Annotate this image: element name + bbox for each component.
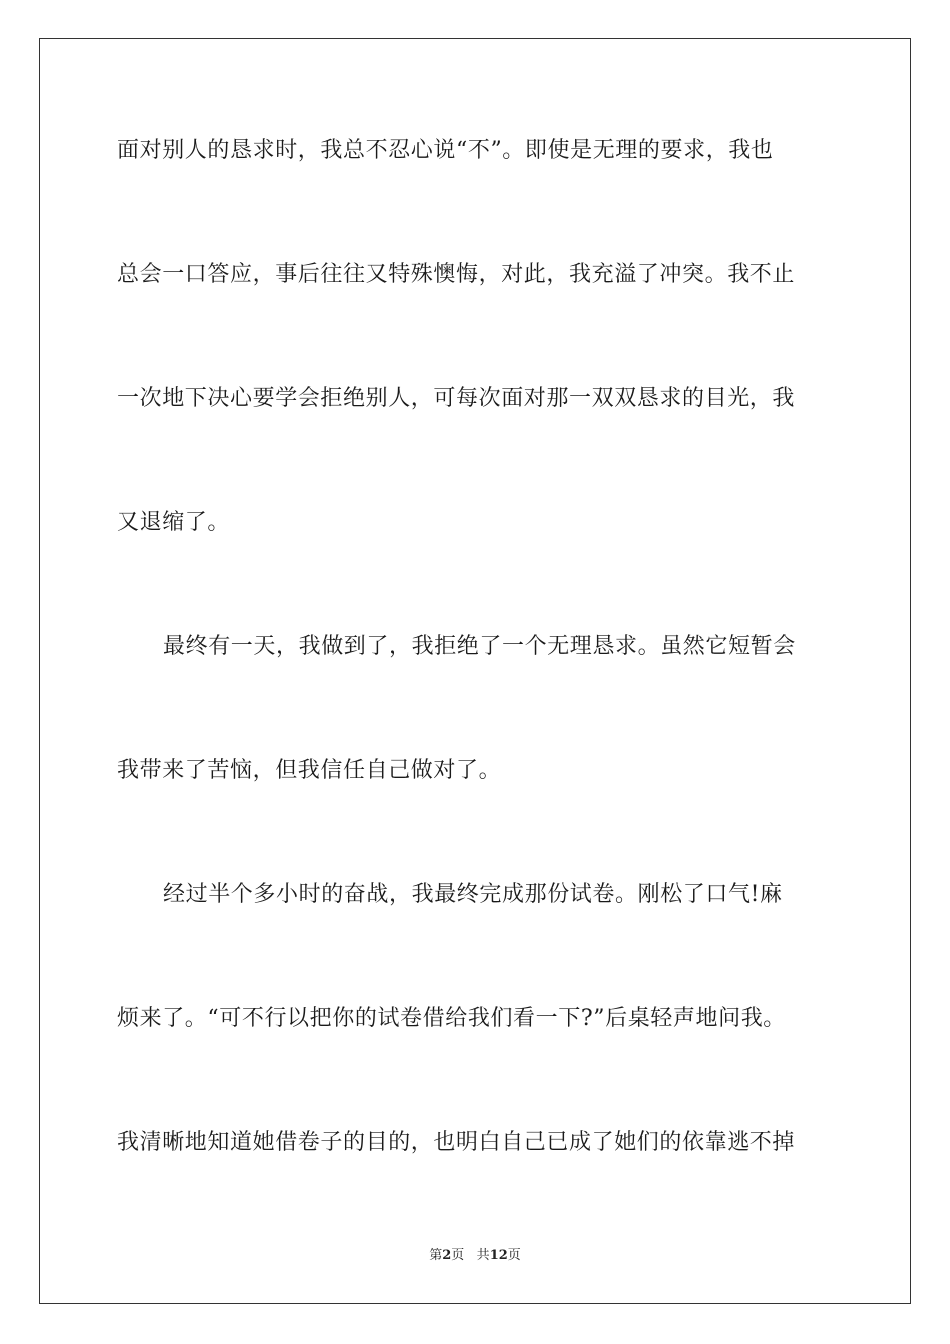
text-line-1: 面对别人的恳求时，我总不忍心说“不”。即使是无理的要求，我也 [117,138,774,163]
text-line-2: 总会一口答应，事后往往又特殊懊悔，对此，我充溢了冲突。我不止 [117,262,796,287]
text-line-5: 最终有一天，我做到了，我拒绝了一个无理恳求。虽然它短暂会 [163,634,796,659]
page-number: 2 [442,1248,452,1263]
page-border [39,38,911,1304]
page-prefix: 第 [429,1248,443,1263]
total-suffix: 页 [507,1248,521,1263]
total-pages: 12 [489,1248,508,1263]
page-footer [0,1246,950,1266]
total-prefix: 共 [476,1248,490,1263]
text-line-8: 烦来了。“可不行以把你的试卷借给我们看一下?”后桌轻声地问我。 [117,1006,786,1031]
text-line-9: 我清晰地知道她借卷子的目的，也明白自己已成了她们的依靠逃不掉 [117,1130,796,1155]
text-line-6: 我带来了苦恼，但我信任自己做对了。 [117,758,502,783]
text-line-3: 一次地下决心要学会拒绝别人，可每次面对那一双双恳求的目光，我 [117,386,796,411]
page-suffix: 页 [451,1248,465,1263]
text-line-7: 经过半个多小时的奋战，我最终完成那份试卷。刚松了口气!麻 [163,882,783,907]
text-line-4: 又退缩了。 [117,510,231,535]
